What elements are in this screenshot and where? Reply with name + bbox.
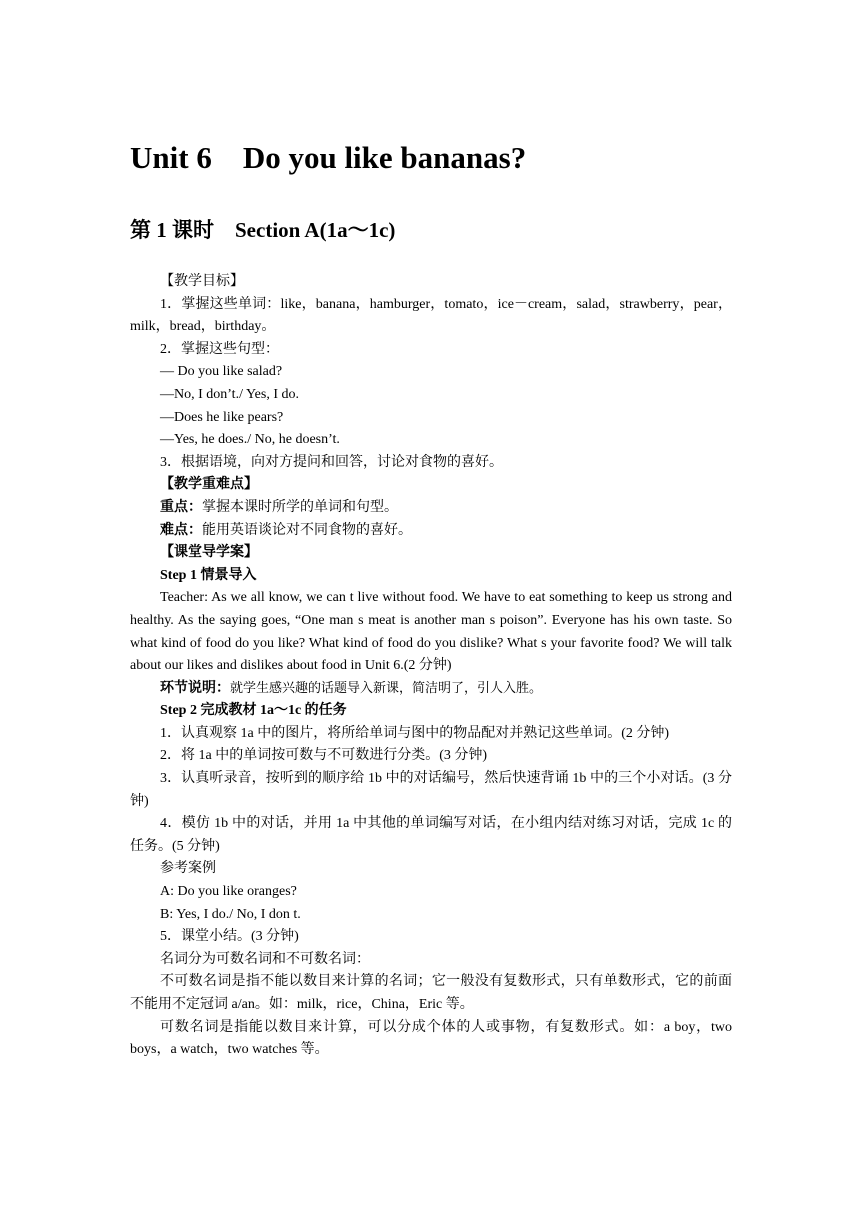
dialogue-line-2: —No, I don’t./ Yes, I do.: [160, 386, 299, 402]
task-1: 1．认真观察 1a 中的图片，将所给单词与图中的物品配对并熟记这些单词。(2 分钟): [160, 725, 670, 741]
task-4: 4．模仿 1b 中的对话，并用 1a 中其他的单词编写对话，在小组内结对练习对话，完成 1c 的任务。(5 分钟): [130, 816, 732, 854]
lesson-subtitle: 第 1 课时 Section A(1a～1c): [130, 218, 396, 242]
note-label: 环节说明：: [160, 680, 230, 696]
dialogue-line-3: —Does he like pears?: [160, 409, 284, 425]
keypoints-heading: 【教学重难点】: [160, 477, 258, 493]
step-1-text: Teacher: As we all know, we can t live without food. We have to eat something to keep us strong and healthy. As the saying goes, “One man s meat is another man s poison”. Everyone has his own taste. So what kind of food do you like? What kind of food do you dislike? What s your favorite food? We will talk about our likes and dislikes about food in Unit 6.(2 分钟): [130, 590, 732, 674]
step-2-title: Step 2 完成教材 1a～1c 的任务: [160, 703, 347, 719]
example-heading: 参考案例: [160, 861, 216, 877]
example-line-a: A: Do you like oranges?: [160, 884, 297, 900]
dialogue-line-1: — Do you like salad?: [160, 364, 283, 380]
key-label: 重点：: [160, 499, 202, 515]
key-point: [130, 497, 732, 520]
page-title: Unit 6 Do you like bananas?: [130, 140, 527, 175]
noun-intro: 名词分为可数名词和不可数名词：: [160, 951, 370, 967]
key-text: 掌握本课时所学的单词和句型。: [202, 499, 398, 515]
note-text: 就学生感兴趣的话题导入新课，简洁明了，引人入胜。: [230, 680, 543, 696]
difficult-label: 难点：: [160, 522, 202, 538]
difficult-point: [130, 520, 732, 543]
task-5: 5．课堂小结。(3 分钟): [160, 929, 299, 945]
objective-3: 3．根据语境，向对方提问和回答，讨论对食物的喜好。: [160, 454, 503, 470]
objectives-heading: 【教学目标】: [160, 274, 244, 289]
document-body: [130, 271, 732, 1062]
example-line-b: B: Yes, I do./ No, I don t.: [160, 906, 301, 922]
guide-heading: 【课堂导学案】: [160, 545, 258, 561]
step-1-title: Step 1 情景导入: [160, 567, 257, 583]
objective-1: 1．掌握这些单词：like，banana，hamburger，tomato，ice－cream，salad，strawberry，pear，milk，bread，birthday。: [130, 296, 732, 335]
step-note: [130, 678, 732, 701]
objective-2: 2．掌握这些句型：: [160, 341, 279, 357]
uncountable-noun-paragraph: 不可数名词是指不能以数目来计算的名词；它一般没有复数形式，只有单数形式，它的前面不能用不定冠词 a/an。如：milk，rice，China，Eric 等。: [130, 974, 732, 1012]
difficult-text: 能用英语谈论对不同食物的喜好。: [202, 522, 412, 538]
task-2: 2．将 1a 中的单词按可数与不可数进行分类。(3 分钟): [160, 748, 488, 764]
dialogue-line-4: —Yes, he does./ No, he doesn’t.: [160, 432, 340, 448]
task-3: 3．认真听录音，按听到的顺序给 1b 中的对话编号，然后快速背诵 1b 中的三个小对话。(3 分钟): [130, 771, 732, 809]
countable-noun-paragraph: 可数名词是指能以数目来计算，可以分成个体的人或事物，有复数形式。如：a boy，two boys，a watch，two watches 等。: [130, 1019, 732, 1058]
